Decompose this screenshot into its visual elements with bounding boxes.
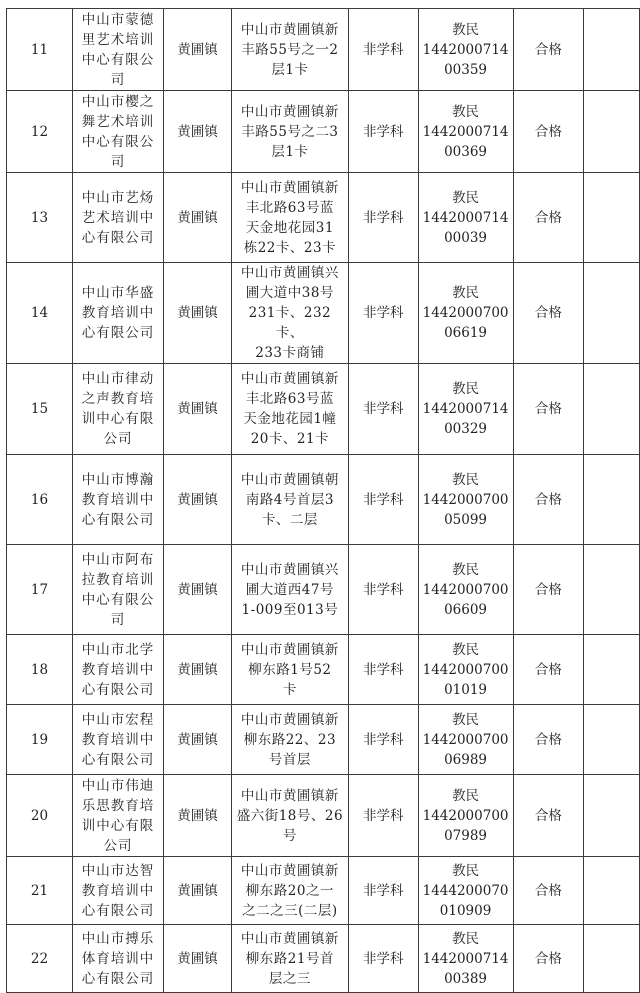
result: 合格 — [513, 91, 584, 173]
result: 合格 — [513, 775, 584, 857]
table-row — [7, 705, 640, 775]
category: 非学科 — [348, 545, 418, 635]
institution-name: 中山市樱之 舞艺术培训 中心有限公 司 — [72, 91, 163, 173]
institution-name: 中山市搏乐 体育培训中 心有限公司 — [72, 925, 163, 993]
license-number: 教民 1442000700 06989 — [418, 705, 513, 775]
table-row — [7, 925, 640, 993]
institution-name: 中山市宏程 教育培训中 心有限公司 — [72, 705, 163, 775]
result: 合格 — [513, 925, 584, 993]
category: 非学科 — [348, 705, 418, 775]
institution-name: 中山市达智 教育培训中 心有限公司 — [72, 857, 163, 925]
address: 中山市黄圃镇新 丰路55号之二3 层1卡 — [231, 91, 348, 173]
address: 中山市黄圃镇兴 圃大道西47号 1-009至013号 — [231, 545, 348, 635]
category: 非学科 — [348, 455, 418, 545]
result: 合格 — [513, 705, 584, 775]
town: 黄圃镇 — [164, 364, 232, 455]
result: 合格 — [513, 9, 584, 91]
row-number: 11 — [7, 9, 73, 91]
empty-cell — [584, 263, 640, 364]
license-number: 教民 1442000714 00389 — [418, 925, 513, 993]
institution-name: 中山市艺炀 艺术培训中 心有限公司 — [72, 173, 163, 263]
license-number: 教民 1442000700 05099 — [418, 455, 513, 545]
category: 非学科 — [348, 263, 418, 364]
institution-name: 中山市蒙德 里艺术培训 中心有限公 司 — [72, 9, 163, 91]
town: 黄圃镇 — [164, 91, 232, 173]
category: 非学科 — [348, 91, 418, 173]
row-number: 16 — [7, 455, 73, 545]
table-row — [7, 263, 640, 364]
result: 合格 — [513, 635, 584, 705]
row-number: 21 — [7, 857, 73, 925]
empty-cell — [584, 364, 640, 455]
empty-cell — [584, 705, 640, 775]
row-number: 12 — [7, 91, 73, 173]
town: 黄圃镇 — [164, 263, 232, 364]
empty-cell — [584, 857, 640, 925]
row-number: 20 — [7, 775, 73, 857]
address: 中山市黄圃镇兴 圃大道中38号 231卡、232卡、 233卡商铺 — [231, 263, 348, 364]
row-number: 13 — [7, 173, 73, 263]
town: 黄圃镇 — [164, 455, 232, 545]
table-row — [7, 775, 640, 857]
category: 非学科 — [348, 635, 418, 705]
town: 黄圃镇 — [164, 9, 232, 91]
institution-name: 中山市阿布 拉教育培训 中心有限公 司 — [72, 545, 163, 635]
results-table-body — [7, 9, 640, 993]
town: 黄圃镇 — [164, 545, 232, 635]
empty-cell — [584, 173, 640, 263]
empty-cell — [584, 545, 640, 635]
result: 合格 — [513, 173, 584, 263]
empty-cell — [584, 455, 640, 545]
address: 中山市黄圃镇新 柳东路1号52 卡 — [231, 635, 348, 705]
empty-cell — [584, 9, 640, 91]
empty-cell — [584, 775, 640, 857]
row-number: 18 — [7, 635, 73, 705]
table-row — [7, 173, 640, 263]
town: 黄圃镇 — [164, 173, 232, 263]
institution-name: 中山市博瀚 教育培训中 心有限公司 — [72, 455, 163, 545]
town: 黄圃镇 — [164, 775, 232, 857]
license-number: 教民 1444200070 010909 — [418, 857, 513, 925]
address: 中山市黄圃镇新 丰路55号之一2 层1卡 — [231, 9, 348, 91]
license-number: 教民 1442000714 00369 — [418, 91, 513, 173]
row-number: 15 — [7, 364, 73, 455]
table-row — [7, 635, 640, 705]
category: 非学科 — [348, 775, 418, 857]
institution-name: 中山市北学 教育培训中 心有限公司 — [72, 635, 163, 705]
row-number: 19 — [7, 705, 73, 775]
license-number: 教民 1442000700 01019 — [418, 635, 513, 705]
category: 非学科 — [348, 9, 418, 91]
address: 中山市黄圃镇新 柳东路20之一 之二之三(二层) — [231, 857, 348, 925]
license-number: 教民 1442000714 00039 — [418, 173, 513, 263]
town: 黄圃镇 — [164, 857, 232, 925]
address: 中山市黄圃镇新 丰北路63号蓝 天金地花园31 栋22卡、23卡 — [231, 173, 348, 263]
result: 合格 — [513, 364, 584, 455]
license-number: 教民 1442000700 06619 — [418, 263, 513, 364]
table-row — [7, 9, 640, 91]
row-number: 14 — [7, 263, 73, 364]
address: 中山市黄圃镇新 盛六街18号、26 号 — [231, 775, 348, 857]
category: 非学科 — [348, 857, 418, 925]
row-number: 17 — [7, 545, 73, 635]
table-row — [7, 455, 640, 545]
town: 黄圃镇 — [164, 705, 232, 775]
license-number: 教民 1442000700 06609 — [418, 545, 513, 635]
table-row — [7, 364, 640, 455]
address: 中山市黄圃镇朝 南路4号首层3 卡、二层 — [231, 455, 348, 545]
license-number: 教民 1442000714 00329 — [418, 364, 513, 455]
category: 非学科 — [348, 364, 418, 455]
institution-name: 中山市律动 之声教育培 训中心有限 公司 — [72, 364, 163, 455]
category: 非学科 — [348, 925, 418, 993]
result: 合格 — [513, 455, 584, 545]
license-number: 教民 1442000700 07989 — [418, 775, 513, 857]
address: 中山市黄圃镇新 丰北路63号蓝 天金地花园1幢 20卡、21卡 — [231, 364, 348, 455]
empty-cell — [584, 925, 640, 993]
address: 中山市黄圃镇新 柳东路21号首 层之三 — [231, 925, 348, 993]
result: 合格 — [513, 263, 584, 364]
empty-cell — [584, 91, 640, 173]
town: 黄圃镇 — [164, 635, 232, 705]
row-number: 22 — [7, 925, 73, 993]
category: 非学科 — [348, 173, 418, 263]
license-number: 教民 1442000714 00359 — [418, 9, 513, 91]
result: 合格 — [513, 545, 584, 635]
results-table — [6, 8, 640, 993]
town: 黄圃镇 — [164, 925, 232, 993]
table-row — [7, 857, 640, 925]
table-row — [7, 91, 640, 173]
institution-name: 中山市伟迪 乐思教育培 训中心有限 公司 — [72, 775, 163, 857]
address: 中山市黄圃镇新 柳东路22、23 号首层 — [231, 705, 348, 775]
institution-name: 中山市华盛 教育培训中 心有限公司 — [72, 263, 163, 364]
empty-cell — [584, 635, 640, 705]
result: 合格 — [513, 857, 584, 925]
table-row — [7, 545, 640, 635]
